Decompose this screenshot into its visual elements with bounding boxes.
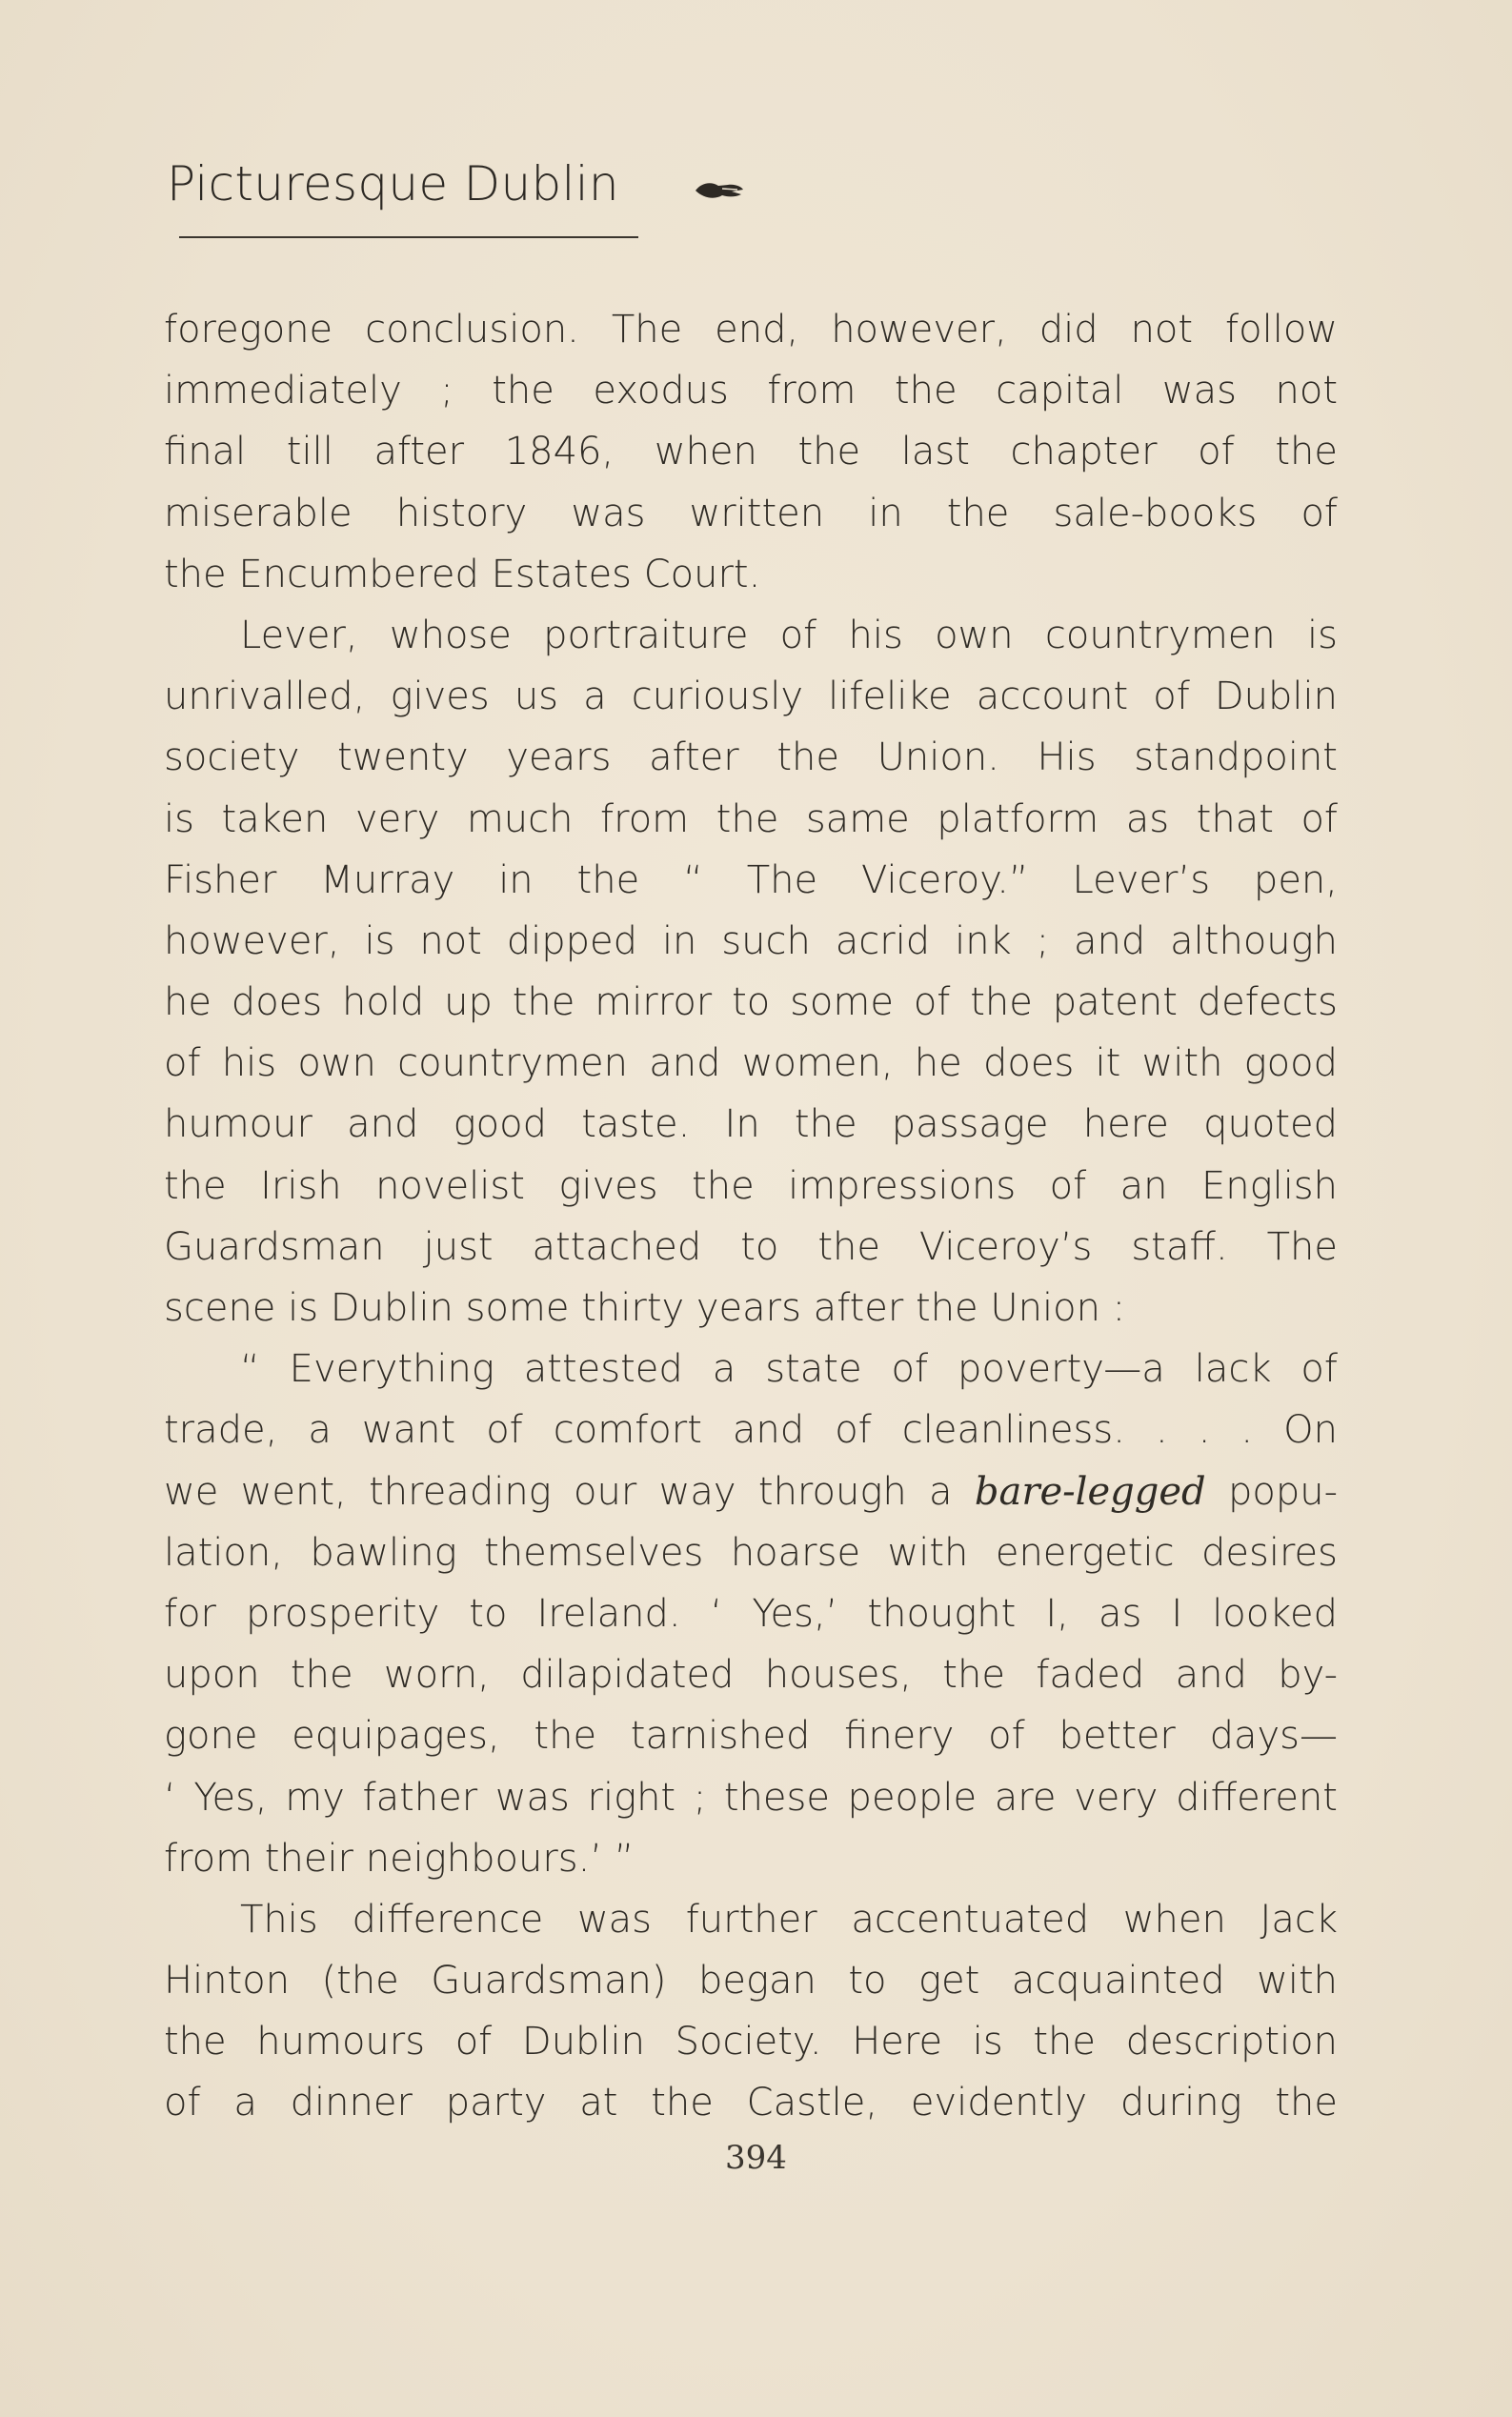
text-line: trade, a want of comfort and of cleanliness. . . . On (164, 1408, 1338, 1453)
italic-phrase: bare-legged (974, 1469, 1206, 1514)
header-rule (179, 236, 638, 238)
text-line: the Encumbered Estates Court. (164, 552, 761, 596)
text-line: Lever, whose portraiture of his own countrymen is (240, 613, 1338, 657)
text-line: humour and good taste. In the passage here quoted (164, 1102, 1338, 1147)
text-line: the Irish novelist gives the impressions of an English (164, 1163, 1338, 1208)
text-line: however, is not dipped in such acrid ink ; and although (164, 918, 1338, 963)
text-line: lation, bawling themselves hoarse with energetic desires (164, 1530, 1338, 1575)
text-line: foregone conclusion. The end, however, did not follow (164, 308, 1338, 352)
running-head: Picturesque Dublin (167, 156, 619, 211)
text-line: This difference was further accentuated when Jack (240, 1897, 1338, 1942)
text-line: he does hold up the mirror to some of the patent defects (164, 980, 1338, 1025)
text-line: Hinton (the Guardsman) began to get acquainted with (164, 1959, 1338, 2004)
text-line: is taken very much from the same platform as that of (164, 796, 1338, 841)
text-line: society twenty years after the Union. His standpoint (164, 735, 1338, 780)
text-segment: popu- (1227, 1469, 1338, 1514)
text-line: from their neighbours.’ ” (164, 1836, 635, 1881)
text-line: gone equipages, the tarnished finery of better days— (164, 1714, 1338, 1759)
text-segment: we went, threading our way through a (164, 1469, 953, 1514)
text-line: upon the worn, dilapidated houses, the faded and by- (164, 1653, 1338, 1698)
text-line: of his own countrymen and women, he does it with good (164, 1041, 1338, 1086)
text-line: “ Everything attested a state of poverty—a lack of (240, 1347, 1338, 1392)
text-line: unrivalled, gives us a curiously lifelike account of Dublin (164, 675, 1338, 719)
text-line: for prosperity to Ireland. ‘ Yes,’ thought I, as I looked (164, 1591, 1338, 1636)
text-line: the humours of Dublin Society. Here is the description (164, 2020, 1338, 2065)
text-line: ‘ Yes, my father was right ; these people are very different (164, 1775, 1338, 1820)
text-line (164, 1461, 1338, 1522)
text-line: final till after 1846, when the last chapter of the (164, 430, 1338, 474)
text-line: Fisher Murray in the “ The Viceroy.” Lever’s pen, (164, 857, 1338, 902)
pointing-hand-icon (694, 177, 745, 204)
text-line: immediately ; the exodus from the capital was not (164, 369, 1338, 413)
text-line: of a dinner party at the Castle, evidently during the (164, 2081, 1338, 2125)
text-line: scene is Dublin some thirty years after the Union : (164, 1286, 1126, 1330)
text-line: Guardsman just attached to the Viceroy’s staff. The (164, 1224, 1338, 1269)
body-text (164, 299, 1338, 2134)
text-line: miserable history was written in the sale-books of (164, 491, 1338, 535)
page-number: 394 (725, 2139, 787, 2177)
